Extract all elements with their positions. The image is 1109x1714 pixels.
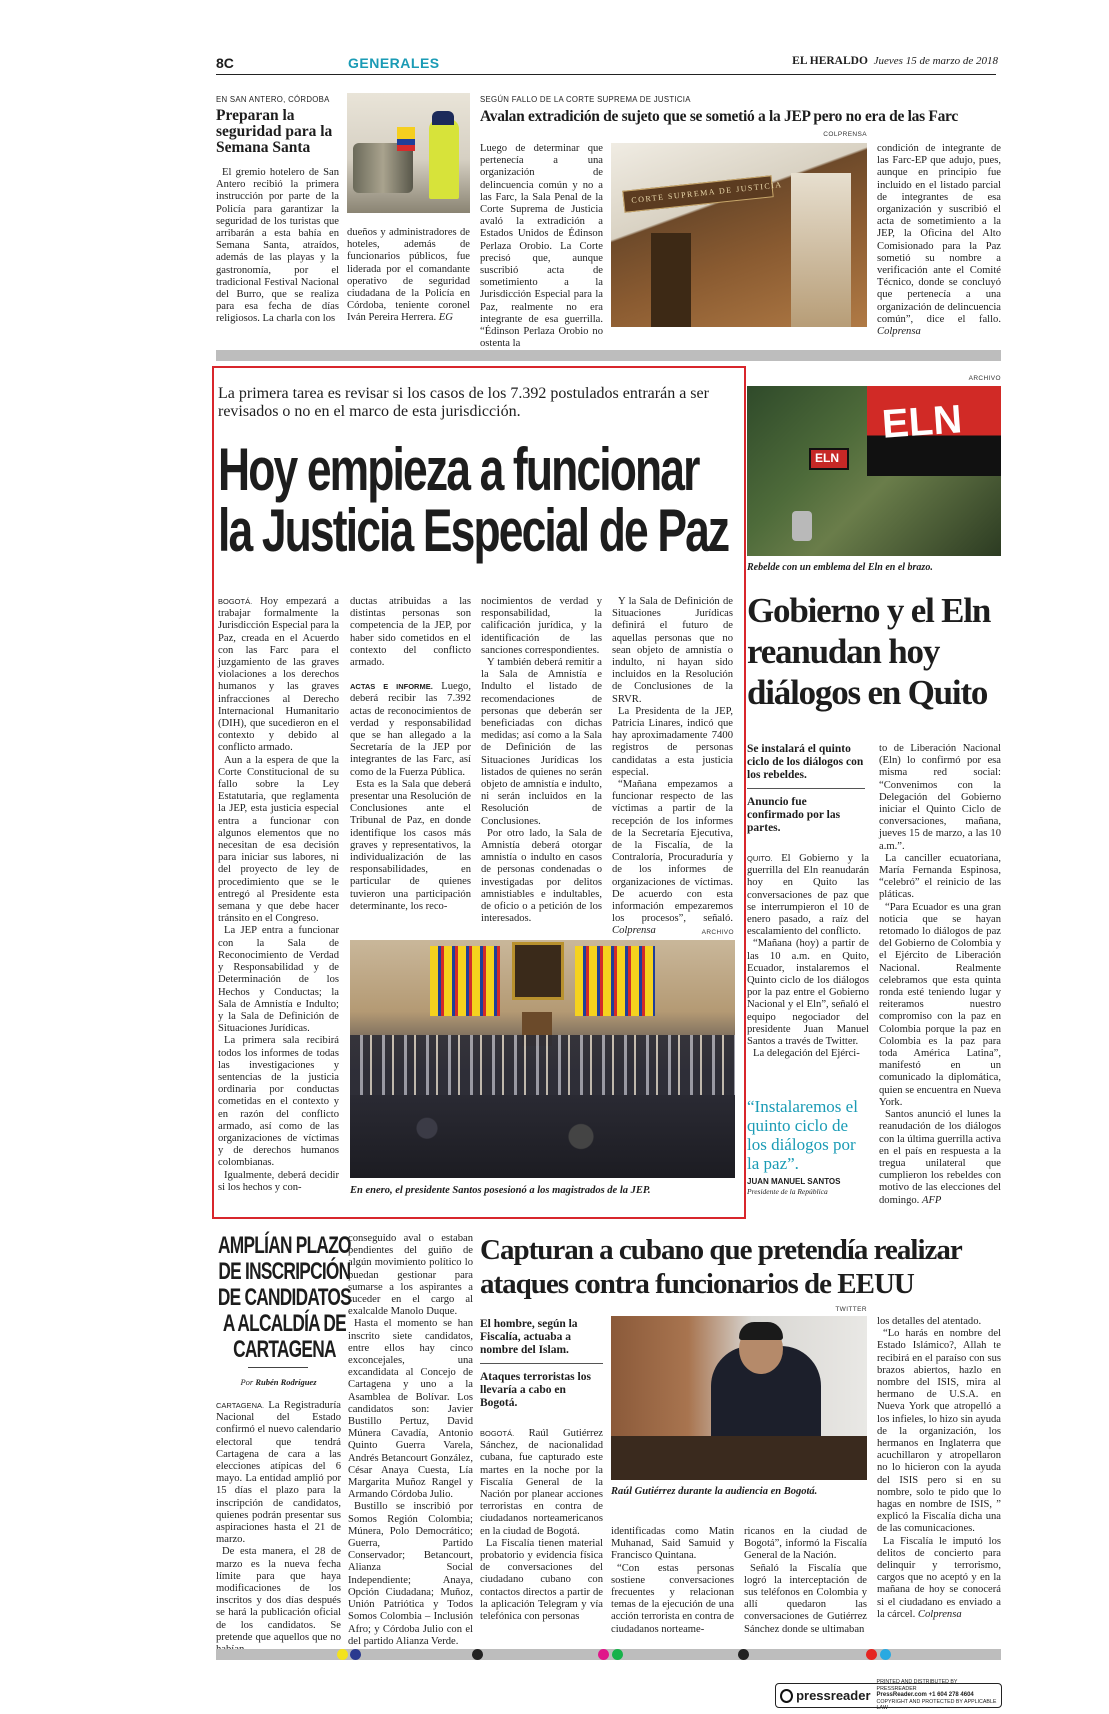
header-rule xyxy=(216,74,996,75)
paragraph-text: Santos anunció el lunes la reanudación de los diálogos con la última guerrilla activa en el país en respuesta a la tregua unilateral que cumplieron los rebeldes con motivo de las elecciones del domingo. xyxy=(879,1109,1001,1206)
paragraph: identificadas como Matin Muhanad, Said Samuid y Francisco Quintana. xyxy=(611,1526,734,1562)
flags-right xyxy=(575,946,655,1016)
paragraph-text: condición de integrante de las Farc-EP que adujo, pues, aunque en principio fue incluido en el listado parcial de integrantes de esa organización y suscribió el acta de sometimiento a la JEP, la Oficina del Alto Comisionado para la Paz sometió su nombre a verificación ante el Comité Técnico, donde se concluyó que pertenecía a una organización de delincuencia común”, dice el fallo. xyxy=(877,143,1001,325)
paragraph-text: dueños y administradores de hoteles, además de funcionarios públicos, fue liderada por el comandante operativo de seguridad ciudadana de la Policía en Córdoba, teniente coronel Iván Pereira Herrera. xyxy=(347,227,470,324)
eln-sub2: Anuncio fue confirmado por las partes. xyxy=(747,796,841,834)
dateline: CARTAGENA. xyxy=(216,1401,265,1410)
paragraph xyxy=(877,143,1001,338)
paragraph: La primera sala recibirá todos los informes de todas las investigaciones y sentencias de la justicia ordinaria por conductas cometidas en el contexto y en razón del conflicto armado, así como de las organizaciones de víctimas y de derechos humanos colombianas. xyxy=(218,1035,339,1169)
cubano-sub2: Ataques terroristas los llevaría a cabo en Bogotá. xyxy=(480,1371,591,1409)
paragraph xyxy=(879,1109,1001,1207)
paragraph-text: El Gobierno y la guerrilla del Eln reanudarán hoy en Quito las conversaciones de paz que se interrumpieron el 10 de enero pasado, a raíz del escalamiento del conflicto. xyxy=(747,853,869,938)
paragraph-text: Raúl Gutiérrez Sánchez, de nacionalidad cubana, fue capturado este martes en la noche por la Fiscalía General de la Nación por planear acciones terroristas en contra de ciudadanos norteamericanos en la ciudad de Bogotá. xyxy=(480,1428,603,1537)
cartagena-col1 xyxy=(216,1400,341,1643)
pressreader-badge xyxy=(775,1679,1002,1712)
eln-rebel-photo xyxy=(747,386,1001,556)
main-col1 xyxy=(218,596,339,1201)
eln-flag-text: ELN xyxy=(880,397,964,447)
dateline: BOGOTÁ. xyxy=(218,597,253,606)
paragraph: “Con estas personas sostiene conversaciones frecuentes y relacionan temas de la ejecución de una acción terrorista en contra de ciudadanos norteame- xyxy=(611,1562,734,1635)
cubano-col3 xyxy=(744,1526,867,1633)
cartagena-headline: AMPLÍAN PLAZO DE INSCRIPCIÓN DE CANDIDATOS A ALCALDÍA DE CARTAGENA xyxy=(217,1232,351,1363)
main-col2 xyxy=(350,596,471,918)
main-headline-line2: la Justicia Especial de Paz xyxy=(218,497,729,564)
eln-quote-author: JUAN MANUEL SANTOS xyxy=(747,1177,841,1186)
paragraph xyxy=(347,227,470,325)
eln-quote-role: Presidente de la República xyxy=(747,1187,828,1196)
paragraph: Señaló la Fiscalía que logró la interceptación de sus teléfonos en Colombia y allí quedaron las conversaciones de Gutiérrez Sánchez donde se ultimaban xyxy=(744,1562,867,1635)
paragraph xyxy=(216,1400,341,1546)
cubano-sub1: El hombre, según la Fiscalía, actuaba a nombre del Islam. xyxy=(480,1318,578,1356)
cubano-photo-credit: TWITTER xyxy=(835,1306,867,1313)
eln-headline: Gobierno y el Eln reanudan hoy diálogos en Quito xyxy=(747,591,991,712)
cubano-sub-rule xyxy=(480,1363,603,1364)
paragraph xyxy=(612,779,733,938)
paragraph-text: La Fiscalía le imputó los delitos de concierto para delinquir y terrorismo, cargos que no aceptó y en la mañana de hoy se conocerá si el ciudadano es enviado a la cárcel. xyxy=(877,1535,1001,1620)
registration-dot xyxy=(337,1649,348,1660)
eln-patch-text: ELN xyxy=(815,451,839,465)
registration-dot xyxy=(598,1649,609,1660)
door-frame xyxy=(651,233,691,327)
registration-dot xyxy=(350,1649,361,1660)
paragraph: De esta manera, el 28 de marzo es la nueva fecha límite para que haya modificaciones de los inscritos y dos días después se hará la publicación oficial de los candidatos. Se pretende que aquellos que no xyxy=(216,1546,341,1643)
paragraph: “Para Ecuador es una gran noticia que se hayan retomado lo diálogos de paz del Gobierno de Colombia y el Ejército de Liberación Nacional. Realmente celebramos que esta quinta ronda esté teniendo lugar y reiteramos nuestro compromiso con la paz en Colombia porque la paz en Colombia es la paz para toda América Latina”, manifestó en un comunicado la diplomática, quien se encuentra en Nueva York. xyxy=(879,901,1001,1108)
signature: AFP xyxy=(921,1194,942,1206)
signature: Colprensa xyxy=(612,925,656,937)
ceremony-caption: En enero, el presidente Santos posesionó a los magistrados de la JEP. xyxy=(350,1185,651,1196)
pressreader-line3: COPYRIGHT AND PROTECTED BY APPLICABLE LAW xyxy=(876,1698,997,1712)
ceremony-photo-credit: ARCHIVO xyxy=(701,929,734,936)
cartagena-byline xyxy=(216,1377,341,1387)
section-name: GENERALES xyxy=(348,55,440,71)
pressreader-icon xyxy=(780,1689,793,1703)
eln-col2 xyxy=(879,743,1001,1206)
paragraph: Y la Sala de Definición de Situaciones Jurídicas definirá el futuro de aquellas personas que no sean objeto de amnistía o indulto, ni hayan sido incluidos en la Resolución de Conclusiones de la SRVR. xyxy=(612,596,733,705)
signature: Colprensa xyxy=(877,326,921,338)
pressreader-line2: PressReader.com +1 604 278 4604 xyxy=(876,1692,974,1699)
extradicion-body-col3 xyxy=(877,143,1001,338)
gutierrez-caption: Raúl Gutiérrez durante la audiencia en Bogotá. xyxy=(611,1486,818,1497)
signature: EG xyxy=(438,312,453,324)
extradicion-kicker: SEGÚN FALLO DE LA CORTE SUPREMA DE JUSTICIA xyxy=(480,95,691,104)
cubano-col4 xyxy=(877,1316,1001,1633)
wristwatch xyxy=(792,511,812,541)
san-antero-body-col1 xyxy=(216,167,339,327)
paragraph: La Presidenta de la JEP, Patricia Linares, indicó que hay aproximadamente 7400 registros de personas candidatas a esta justicia especial. xyxy=(612,705,733,778)
registration-dot xyxy=(880,1649,891,1660)
paragraph: conseguido aval o estaban pendientes del guiño de algún movimiento político lo puedan gestionar para sumarse a los aspirantes a suceder en el cargo al exalcalde Manolo Duque. xyxy=(348,1233,473,1318)
paragraph xyxy=(877,1536,1001,1621)
portrait xyxy=(512,942,564,1000)
paragraph: La Fiscalía tienen material probatorio y evidencia física de conversaciones del ciudadano cubano con contactos directos a partir de la aplicación Telegram y vía telefónica con personas xyxy=(480,1537,603,1623)
paragraph: Por otro lado, la Sala de Amnistía deberá otorgar amnistía o indulto en casos de personas condenadas o investigadas por delitos amnistiables e indultables, de oficio o a petición de los interesados. xyxy=(481,827,602,925)
extradicion-photo-credit: COLPRENSA xyxy=(823,131,867,138)
gutierrez-hearing-photo xyxy=(611,1316,867,1480)
paragraph-text: La Registraduría Nacional del Estado confirmó el nuevo calendario electoral que tendrá Cartagena de cara a las elecciones atípicas del 6 mayo. La entidad amplió por 15 días el plazo para la inscripción de candidatos, quienes podrán presentar sus aspiraciones hasta el 21 de marzo. xyxy=(216,1400,341,1546)
pressreader-info xyxy=(877,1679,997,1711)
desk xyxy=(611,1436,867,1480)
paragraph xyxy=(747,853,869,938)
main-dek: La primera tarea es revisar si los casos de los 7.392 postulados entrarán a ser revisados o no en el marco de esta jurisdicción. xyxy=(218,385,709,420)
paragraph: ductas atribuidas a las distintas personas son competencia de la JEP, por haber sido cometidos en el contexto del conflicto armado. xyxy=(350,596,471,669)
issue-date: Jueves 15 de marzo de 2018 xyxy=(873,55,998,67)
subhead-lead: ACTAS E INFORME. xyxy=(350,682,433,692)
eln-sub-rule xyxy=(747,788,865,789)
dateline: BOGOTÁ. xyxy=(480,1429,515,1438)
paragraph: “Mañana (hoy) a partir de las 10 a.m. en Quito, Ecuador, instalaremos el Quinto ciclo de los diálogos por la paz entre el Gobierno Nacional y el Eln”, señaló el equipo negociador del presidente Juan Manuel Santos a través de Twitter. xyxy=(747,938,869,1048)
paragraph: ricanos en la ciudad de Bogotá”, informó la Fiscalía General de la Nación. xyxy=(744,1526,867,1562)
paragraph-text: Luego, deberá recibir las 7.392 actas de reconocimientos de verdad y responsabilidad que se han allegado a la Secretaría de la JEP por integrantes de las Farc, así como de la Fuerza Pública. xyxy=(350,681,471,778)
paragraph xyxy=(350,681,471,779)
paragraph: Hasta el momento se han inscrito siete candidatos, entre ellos hay cinco exconcejales, una excandidata al Concejo de Cartagena y uno a la Asamblea de Bolívar. Los candidatos son: Javier Bustillo Pertuz, David Múnera Cavadía, Antonio Quinto Guerra Varela, Andrés Betancourt González, César Anaya Cuesta, Lía Margarita Muñoz Rangel y Armando Córdoba Julio. xyxy=(348,1318,474,1501)
paper-name: EL HERALDO xyxy=(792,55,868,67)
signature: Colprensa xyxy=(917,1608,962,1620)
extradicion-headline: Avalan extradición de sujeto que se sometió a la JEP pero no era de las Farc xyxy=(480,108,958,125)
byline-author: Rubén Rodríguez xyxy=(255,1377,317,1387)
byline-prefix: Por xyxy=(240,1377,254,1387)
cubano-headline: Capturan a cubano que pretendía realizar ataques contra funcionarios de EEUU xyxy=(480,1234,962,1300)
dateline: QUITO. xyxy=(747,854,773,863)
paragraph: El gremio hotelero de San Antero recibió la primera instrucción por parte de la Policía para garantizar la seguridad de los turistas que arribarán a esta bahía en Semana Santa, atraídos, además de las playas y la gastronomía, por el tradicional Festival Nacional del Burro, que se realiza para esa fecha de días religiosos. La charla con los xyxy=(216,167,339,325)
registration-dot xyxy=(472,1649,483,1660)
paragraph: La canciller ecuatoriana, María Fernanda Espinosa, “celebró” el reinicio de las pláticas. xyxy=(879,852,1001,901)
cartagena-headline-rule xyxy=(248,1367,308,1368)
paragraph: Bustillo se inscribió por Somos Región Colombia; Múnera, Polo Democrático; Guerra, Partido Conservador; Betancourt, Alianza Social Independiente; Anaya, Opción Ciudadana; Muñoz, Unión Patriótica y Todos Somos Colombia – Inclusión Afro; y Córdoba Julio con el del partido Alianza Verde. xyxy=(348,1501,473,1647)
police-cap xyxy=(432,111,454,125)
paragraph: La delegación del Ejérci- xyxy=(753,1048,860,1060)
defendant-hair xyxy=(739,1322,783,1340)
paragraph: to de Liberación Nacional (Eln) lo confirmó por esa misma red social: “Convenimos con la Delegación del Gobierno iniciar el Quinto Ciclo de conversaciones, mañana, jueves 15 de marzo, a las 10 a.m.”. xyxy=(879,743,1001,852)
paragraph: Esta es la Sala que deberá presentar una Resolución de Conclusiones ante el Tribunal de Paz, en donde identifique los casos más graves y representativos, la individualización de las responsabilidades, en particular de quienes tuvieron una participación determinante, los reco- xyxy=(350,778,471,912)
san-antero-body-col2 xyxy=(347,227,470,327)
cubano-col2 xyxy=(611,1526,734,1633)
flags-left xyxy=(430,946,500,1016)
paragraph-text: “Mañana empezamos a funcionar respecto de las víctimas a partir de la recepción de los informes de la Secretaría Ejecutiva, de la Fiscalía, de la Contraloría, Procuraduría y de los informes de organizaciones de víctimas. De acuerdo con esta información empezaremos los procesos”, señaló. xyxy=(612,779,733,925)
paragraph-text: Hoy empezará a trabajar formalmente la Jurisdicción Especial para la Paz, creada en el Acuerdo con las Farc para el juzgamiento de las graves violaciones a los derechos humanos y las graves infracciones al Derecho Internacional Humanitario (DIH), que sucedieron en el contexto y debido al conflicto armado. xyxy=(218,596,339,754)
paragraph xyxy=(218,596,339,755)
corte-suprema-photo xyxy=(611,143,867,327)
section-divider-band xyxy=(216,350,1001,361)
paragraph: Y también deberá remitir a la Sala de Amnistía e Indulto el listado de recomendaciones de personas que deberán ser beneficiadas con dichas medidas; así como a la Sala de Definición de las Situaciones Jurídicas los listados de quienes no serán objeto de amnistía e indulto, ni serán incluidos en la Resolución de Conclusiones. xyxy=(481,657,602,827)
eln-sub1: Se instalará el quinto ciclo de los diálogos con los rebeldes. xyxy=(747,743,864,781)
audience xyxy=(350,1095,735,1178)
pressreader-logo: pressreader xyxy=(796,1688,871,1703)
flag-stripes xyxy=(397,127,415,151)
registration-dot xyxy=(866,1649,877,1660)
cartagena-col2 xyxy=(348,1233,474,1647)
cubano-col1 xyxy=(480,1428,603,1633)
registration-dot xyxy=(612,1649,623,1660)
police-officer-figure xyxy=(429,119,459,199)
eln-col1 xyxy=(747,853,869,1086)
registration-dot xyxy=(738,1649,749,1660)
page-number: 8C xyxy=(216,55,234,71)
paragraph: nocimientos de verdad y responsabilidad, la calificación jurídica, y la identificación de las sanciones correspondientes. xyxy=(481,596,602,656)
eln-photo-caption: Rebelde con un emblema del Eln en el brazo. xyxy=(747,562,933,573)
jep-ceremony-photo xyxy=(350,940,735,1178)
paragraph: Igualmente, deberá decidir si los hechos y con- xyxy=(218,1169,339,1193)
paragraph: Aun a la espera de que la Corte Constitucional de su fallo sobre la Ley Estatutaria, que reglamenta la JEP, esta justicia especial entra a funcionar con algunos elementos que no necesitan de esa decisión para iniciar sus labores, ni del proyecto de ley de procedimiento que se le entregó al Presidente esta semana y que debe hacer tránsito en el Congreso. xyxy=(218,754,339,925)
paragraph: La JEP entra a funcionar con la Sala de Reconocimiento de Verdad y Responsabilidad y de Determinación de los Hechos y Conductas; la Sala de Amnistía e Indulto; y la Sala de Definición de Situaciones Jurídicas. xyxy=(218,925,339,1035)
paragraph: “Lo harás en nombre del Estado Islámico?, Allah te recibirá en el paraíso con sus brazos abiertos, hazlo en nombre del ISIS, mira al hermano de U.S.A. en Nueva York que atropelló a los infieles, lo hizo sin ayuda de la organización, los hermanos en Inglaterra que acuchillaron y atropellaron no lo hicieron con la ayuda del ISIS pero si en su nombre, solo te pido que lo hagas en nombre de ISIS, ” explicó la Fiscalía dicha una de las comunicaciones. xyxy=(877,1328,1001,1535)
masthead-date xyxy=(792,55,998,67)
front-row-seated xyxy=(350,1035,735,1095)
paragraph: Luego de determinar que pertenecía a una organización de delincuencia común y no a las Farc, la Sala Penal de la Corte Suprema de Justicia avaló la extradición a Estados Unidos de Édinson Perlaza Orobio. La Corte precisó que, aunque suscribió acta de sometimiento a la Jurisdicción Especial para la Paz, realmente no era integrante de esa guerrilla. “Édinson Perlaza Orobio no ostenta la xyxy=(480,143,603,350)
main-col3 xyxy=(481,596,602,925)
doorway xyxy=(791,173,851,327)
paragraph xyxy=(480,1428,603,1538)
pressreader-line1: PRINTED AND DISTRIBUTED BY PRESSREADER xyxy=(876,1679,958,1692)
eln-pull-quote: “Instalaremos el quinto ciclo de los diálogos por la paz”. xyxy=(747,1097,858,1173)
san-antero-kicker: EN SAN ANTERO, CÓRDOBA xyxy=(216,95,330,104)
police-photo xyxy=(347,93,470,213)
eln-photo-credit: ARCHIVO xyxy=(968,375,1001,382)
san-antero-headline: Preparan la seguridad para la Semana Santa xyxy=(216,107,333,156)
extradicion-body-col1 xyxy=(480,143,603,350)
court-sign-text: CORTE SUPREMA DE JUSTICIA xyxy=(630,180,783,205)
paragraph: los detalles del atentado. xyxy=(877,1316,982,1327)
main-headline-line1: Hoy empieza a funcionar xyxy=(218,436,699,503)
